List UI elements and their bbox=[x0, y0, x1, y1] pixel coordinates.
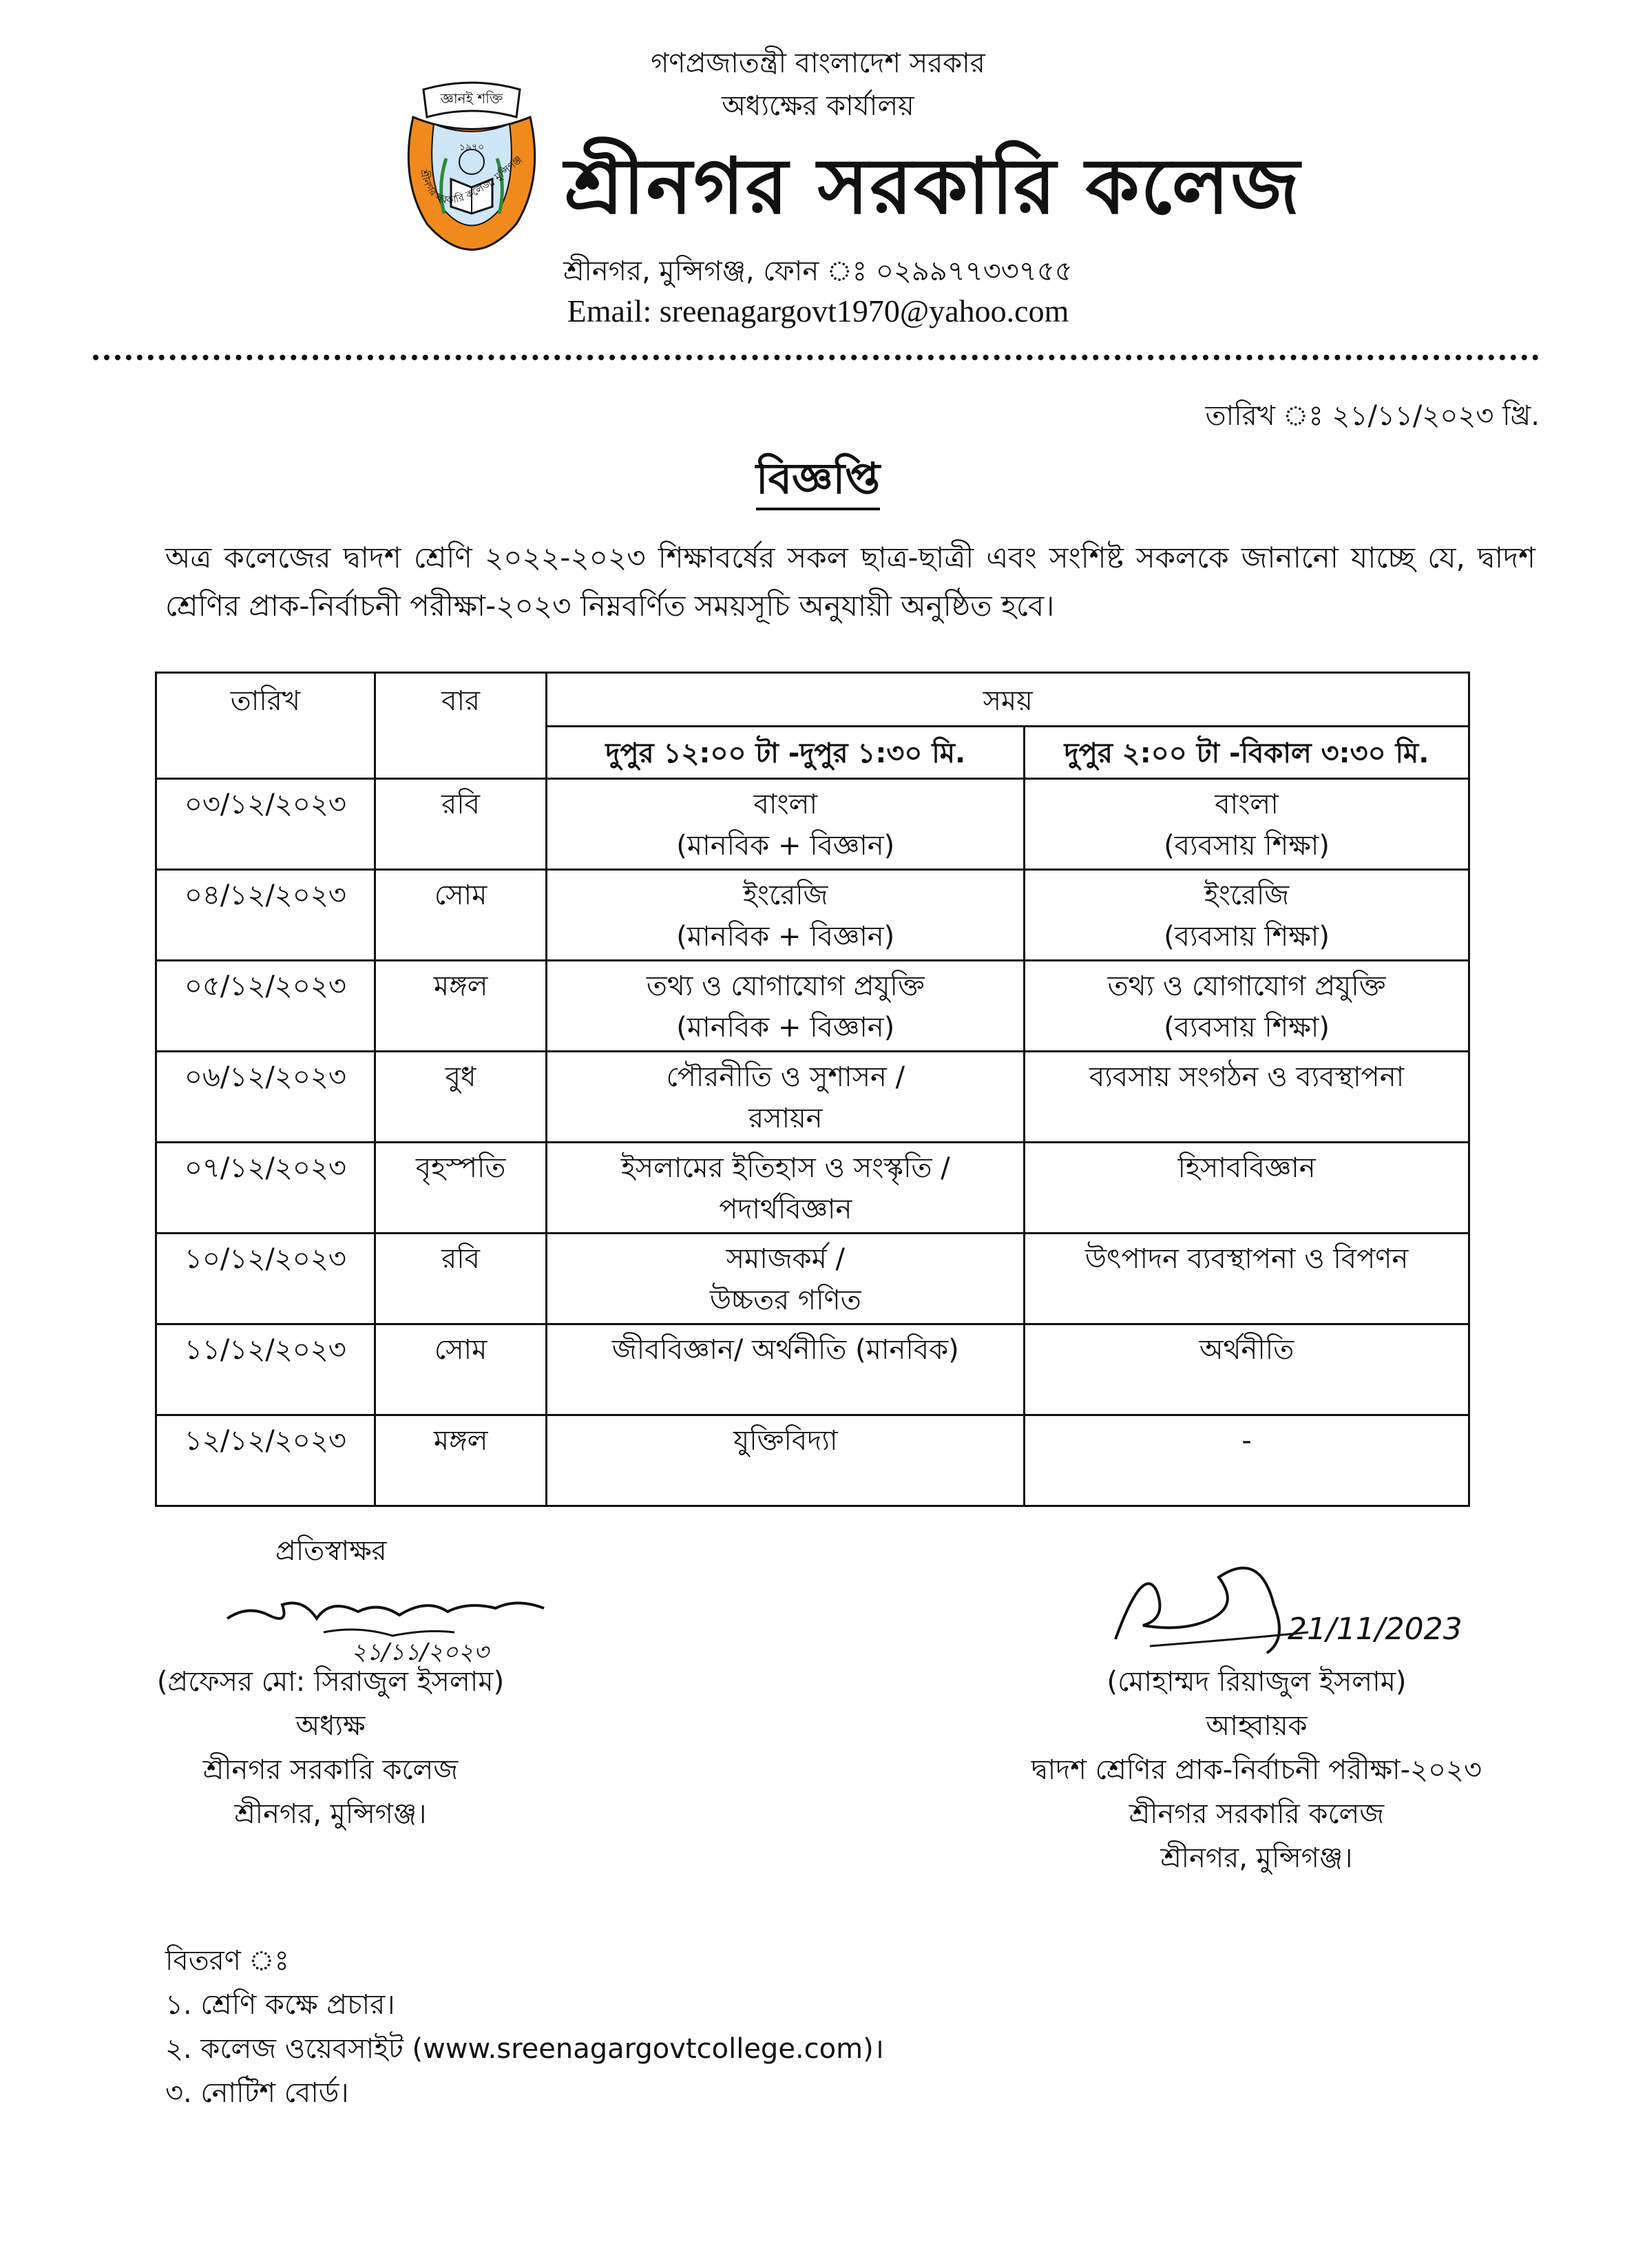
row-slot-2 bbox=[1025, 1052, 1469, 1143]
slot-2-subject: হিসাববিজ্ঞান bbox=[1177, 1152, 1316, 1184]
row-slot-1 bbox=[547, 1234, 1025, 1324]
header-slot-2: দুপুর ২:০০ টা -বিকাল ৩:৩০ মি. bbox=[1025, 727, 1469, 779]
email-line: Email: sreenagargovt1970@yahoo.com bbox=[567, 293, 1069, 329]
row-day: বৃহস্পতি bbox=[375, 1143, 547, 1234]
convener-committee: দ্বাদশ শ্রেণির প্রাক-নির্বাচনী পরীক্ষা-২০২৩ bbox=[1031, 1754, 1482, 1786]
slot-1-subject: ইসলামের ইতিহাস ও সংস্কৃতি / bbox=[620, 1152, 950, 1184]
slot-2-subject: বাংলা bbox=[1215, 789, 1279, 820]
slot-1-subject-alt: পদার্থবিজ্ঞান bbox=[719, 1194, 852, 1225]
slot-2-group: (ব্যবসায় শিক্ষা) bbox=[1164, 1012, 1330, 1043]
row-slot-2 bbox=[1025, 1143, 1469, 1234]
slot-2-subject: ইংরেজি bbox=[1204, 880, 1290, 911]
slot-2-subject: অর্থনীতি bbox=[1199, 1334, 1294, 1366]
countersign-label: প্রতিস্বাক্ষর bbox=[275, 1535, 387, 1567]
convener-name: (মোহাম্মদ রিয়াজুল ইসলাম) bbox=[1107, 1666, 1407, 1698]
notice-body: অত্র কলেজের দ্বাদশ শ্রেণি ২০২২-২০২৩ শিক্ষাবর্ষের সকল ছাত্র-ছাত্রী এবং সংশিষ্ট সকলকে জানানো যাচ্ছে যে, দ্বাদশ শ্রেণির প্রাক-নির্বাচনী পরীক্ষা-২০২৩ নিম্নবর্ণিত সময়সূচি অনুযায়ী অনুষ্ঠিত হবে। bbox=[165, 541, 1535, 623]
row-slot-2 bbox=[1025, 961, 1469, 1052]
list-item: ৩. নোটিশ বোর্ড। bbox=[165, 2077, 349, 2109]
row-slot-2 bbox=[1025, 1324, 1469, 1415]
logo-year: ১৯৭০ bbox=[459, 142, 485, 153]
list-item: ২. কলেজ ওয়েবসাইট (www.sreenagargovtcollege.com)। bbox=[165, 2033, 884, 2065]
slot-2-subject: ব্যবসায় সংগঠন ও ব্যবস্থাপনা bbox=[1089, 1061, 1405, 1093]
list-item: ১. শ্রেণি কক্ষে প্রচার। bbox=[165, 1989, 395, 2021]
principal-institution: শ্রীনগর সরকারি কলেজ bbox=[202, 1754, 459, 1786]
table-row bbox=[156, 870, 1469, 961]
row-slot-2 bbox=[1025, 870, 1469, 961]
slot-1-subject: যুক্তিবিদ্যা bbox=[733, 1425, 838, 1457]
slot-1-subject: ইংরেজি bbox=[743, 880, 828, 911]
principal-title: অধ্যক্ষ bbox=[295, 1710, 366, 1742]
row-slot-1 bbox=[547, 1415, 1025, 1506]
distribution-heading: বিতরণ ঃ bbox=[165, 1945, 289, 1977]
row-slot-2 bbox=[1025, 1415, 1469, 1506]
office-line: অধ্যক্ষের কার্যালয় bbox=[722, 90, 914, 122]
row-day: বুধ bbox=[375, 1052, 547, 1143]
principal-name: (প্রফেসর মো: সিরাজুল ইসলাম) bbox=[156, 1666, 505, 1698]
row-day: রবি bbox=[375, 779, 547, 870]
row-slot-1 bbox=[547, 779, 1025, 870]
row-day: সোম bbox=[375, 1324, 547, 1415]
slot-1-subject: পৌরনীতি ও সুশাসন / bbox=[666, 1061, 905, 1093]
row-day: মঙ্গল bbox=[375, 1415, 547, 1506]
row-date: ১২/১২/২০২৩ bbox=[156, 1415, 375, 1506]
convener-place: শ্রীনগর, মুন্সিগঞ্জ। bbox=[1160, 1842, 1353, 1874]
slot-2-subject: উৎপাদন ব্যবস্থাপনা ও বিপণন bbox=[1084, 1243, 1409, 1275]
header-slot-1: দুপুর ১২:০০ টা -দুপুর ১:৩০ মি. bbox=[547, 727, 1025, 779]
principal-place: শ্রীনগর, মুন্সিগঞ্জ। bbox=[234, 1798, 427, 1830]
convener-institution: শ্রীনগর সরকারি কলেজ bbox=[1129, 1798, 1385, 1830]
principal-signature-block bbox=[103, 1660, 558, 1836]
table-row bbox=[156, 779, 1469, 870]
slot-1-group: (মানবিক + বিজ্ঞান) bbox=[676, 1012, 895, 1043]
row-date: ০৪/১২/২০২৩ bbox=[156, 870, 375, 961]
slot-1-subject: সমাজকর্ম / bbox=[726, 1243, 846, 1275]
slot-1-subject: বাংলা bbox=[753, 789, 818, 820]
table-row bbox=[156, 1324, 1469, 1415]
row-date: ১১/১২/২০২৩ bbox=[156, 1324, 375, 1415]
table-header-row bbox=[156, 673, 1469, 727]
row-slot-1 bbox=[547, 1324, 1025, 1415]
table-row bbox=[156, 1143, 1469, 1234]
row-date: ০৩/১২/২০২৩ bbox=[156, 779, 375, 870]
row-slot-1 bbox=[547, 870, 1025, 961]
logo-motto: জ্ঞানই শক্তি bbox=[440, 90, 503, 107]
row-date: ০৫/১২/২০২৩ bbox=[156, 961, 375, 1052]
address-line: শ্রীনগর, মুন্সিগঞ্জ, ফোন ঃ ০২৯৯৭৭৩৩৭৫৫ bbox=[563, 256, 1073, 287]
logo-ring-text: শ্রীনগর সরকারি কলেজ, মুন্সিগঞ্জ bbox=[417, 153, 525, 207]
table-row bbox=[156, 961, 1469, 1052]
notice-date: তারিখ ঃ ২১/১১/২০২৩ খ্রি. bbox=[1205, 400, 1540, 432]
table-row bbox=[156, 1415, 1469, 1506]
table-row bbox=[156, 1234, 1469, 1324]
header-divider bbox=[93, 355, 1539, 360]
convener-signature-block bbox=[961, 1660, 1553, 1880]
slot-1-group: (মানবিক + বিজ্ঞান) bbox=[676, 830, 895, 862]
principal-signature-date: ২১/১১/২০২৩ bbox=[351, 1638, 489, 1666]
slot-1-group: (মানবিক + বিজ্ঞান) bbox=[676, 921, 895, 953]
slot-1-subject-alt: উচ্চতর গণিত bbox=[709, 1284, 861, 1316]
header-date: তারিখ bbox=[156, 673, 375, 779]
row-day: মঙ্গল bbox=[375, 961, 547, 1052]
convener-title: আহ্বায়ক bbox=[1206, 1710, 1308, 1742]
slot-2-group: (ব্যবসায় শিক্ষা) bbox=[1164, 921, 1330, 953]
convener-signature bbox=[1102, 1536, 1487, 1674]
row-slot-2 bbox=[1025, 779, 1469, 870]
slot-1-subject: জীববিজ্ঞান/ অর্থনীতি (মানবিক) bbox=[611, 1334, 959, 1366]
row-date: ১০/১২/২০২৩ bbox=[156, 1234, 375, 1324]
slot-1-subject: তথ্য ও যোগাযোগ প্রযুক্তি bbox=[646, 970, 925, 1002]
row-slot-1 bbox=[547, 1052, 1025, 1143]
row-slot-1 bbox=[547, 1143, 1025, 1234]
row-day: রবি bbox=[375, 1234, 547, 1324]
notice-title-text: বিজ্ঞপ্তি bbox=[756, 453, 880, 510]
row-slot-1 bbox=[547, 961, 1025, 1052]
row-date: ০৭/১২/২০২৩ bbox=[156, 1143, 375, 1234]
header-day: বার bbox=[375, 673, 547, 779]
row-day: সোম bbox=[375, 870, 547, 961]
slot-2-subject: তথ্য ও যোগাযোগ প্রযুক্তি bbox=[1107, 970, 1386, 1002]
notice-title bbox=[0, 446, 1636, 517]
header-time: সময় bbox=[547, 673, 1469, 727]
college-logo bbox=[386, 76, 558, 269]
row-date: ০৬/১২/২০২৩ bbox=[156, 1052, 375, 1143]
slot-2-group: (ব্যবসায় শিক্ষা) bbox=[1164, 830, 1330, 862]
table-row bbox=[156, 1052, 1469, 1143]
distribution-list bbox=[165, 1939, 884, 2115]
government-line: গণপ্রজাতন্ত্রী বাংলাদেশ সরকার bbox=[651, 48, 985, 79]
slot-2-subject: - bbox=[1241, 1425, 1252, 1457]
convener-signature-date: 21/11/2023 bbox=[1288, 1612, 1462, 1647]
row-slot-2 bbox=[1025, 1234, 1469, 1324]
college-name: শ্রীনগর সরকারি কলেজ bbox=[565, 142, 1301, 231]
principal-signature bbox=[220, 1577, 565, 1674]
slot-1-subject-alt: রসায়ন bbox=[748, 1103, 823, 1134]
exam-schedule-table bbox=[155, 672, 1470, 1507]
